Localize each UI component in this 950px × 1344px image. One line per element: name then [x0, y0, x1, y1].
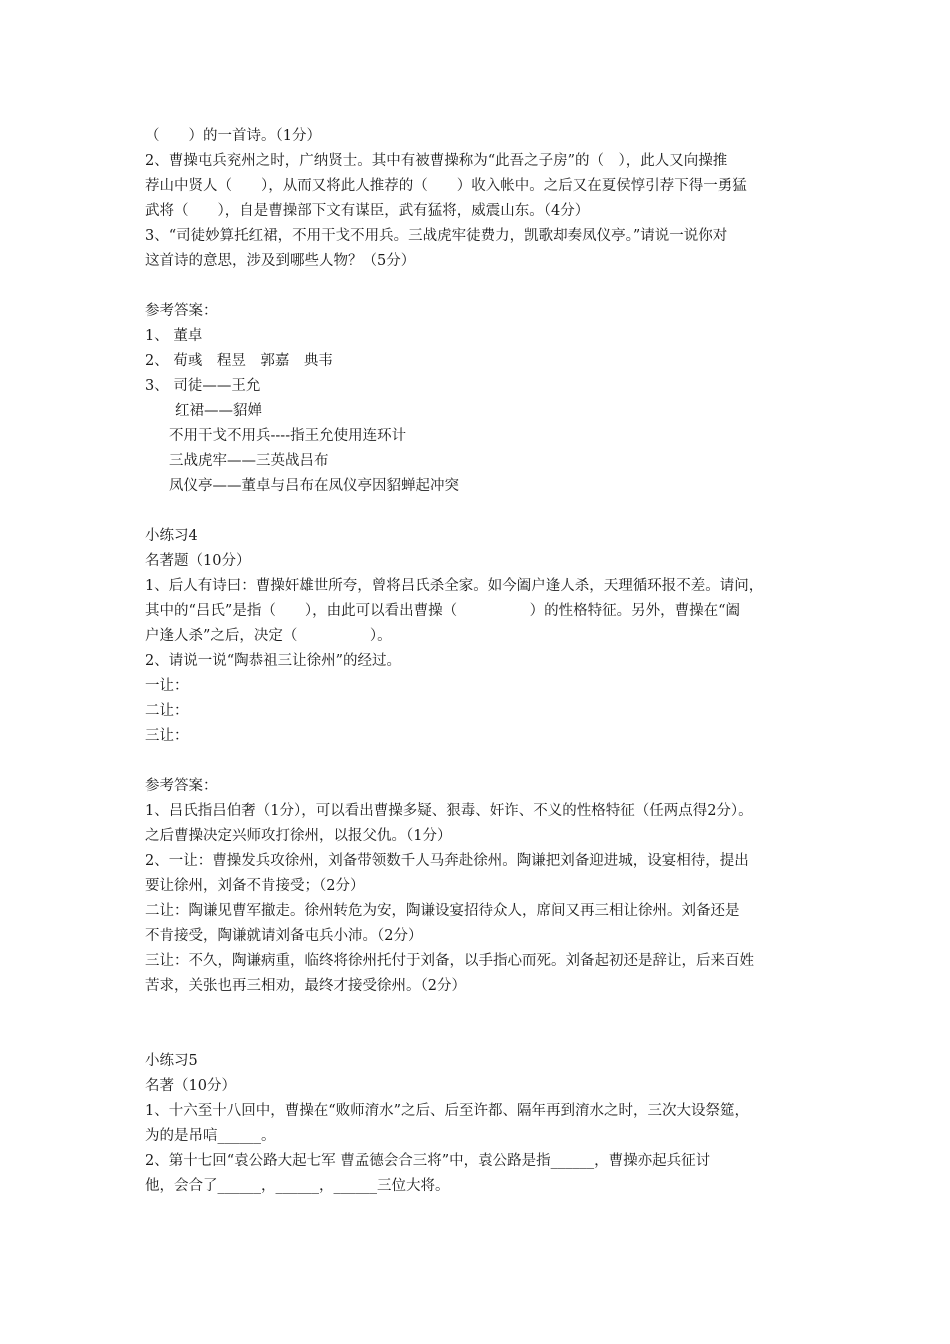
text-line: 为的是吊唁______。	[145, 1128, 276, 1144]
text-line: 1、十六至十八回中，曹操在“败师淯水”之后、后至许都、隔年再到淯水之时，三次大设祭筵，	[145, 1103, 750, 1119]
text-line: 之后曹操决定兴师攻打徐州，以报父仇。（1分）	[145, 828, 452, 844]
exercise-title: 小练习4	[145, 528, 198, 544]
answer-heading: 参考答案：	[145, 778, 218, 794]
answer-block-2	[145, 774, 817, 999]
text-line: 2、曹操屯兵兖州之时，广纳贤士。其中有被曹操称为“此吾之子房”的（ ），此人又向操推	[145, 153, 728, 169]
text-line: 2、一让：曹操发兵攻徐州，刘备带领数千人马奔赴徐州。陶谦把刘备迎进城，设宴相待，提出	[145, 853, 749, 869]
text-line: 二让：	[145, 703, 189, 719]
text-line: 3、 司徒——王允	[145, 378, 261, 394]
text-line: 户逢人杀”之后，决定（ ）。	[145, 628, 392, 644]
spacer	[145, 999, 817, 1049]
exercise-4-block	[145, 524, 817, 749]
text-line: 他，会合了______，______，______三位大将。	[145, 1178, 450, 1194]
text-line: 不用干戈不用兵----指王允使用连环计	[169, 428, 407, 444]
text-line: 名著题（10分）	[145, 553, 251, 569]
text-line: 要让徐州，刘备不肯接受；（2分）	[145, 878, 365, 894]
text-line: 1、 董卓	[145, 328, 203, 344]
exercise-title: 小练习5	[145, 1053, 198, 1069]
spacer	[145, 274, 817, 299]
spacer	[145, 499, 817, 524]
text-line: 不肯接受，陶谦就请刘备屯兵小沛。（2分）	[145, 928, 423, 944]
text-line: 武将（ ），自是曹操部下文有谋臣，武有猛将，威震山东。（4分）	[145, 203, 590, 219]
text-line: 三让：	[145, 728, 189, 744]
text-line: 2、 荀彧 程昱 郭嘉 典韦	[145, 353, 333, 369]
text-line: （ ）的一首诗。（1分）	[145, 128, 321, 144]
text-line: 2、请说一说“陶恭祖三让徐州”的经过。	[145, 653, 402, 669]
text-line: 二让：陶谦见曹军撤走。徐州转危为安，陶谦设宴招待众人，席间又再三相让徐州。刘备还是	[145, 903, 740, 919]
text-line: 三战虎牢——三英战吕布	[169, 453, 329, 469]
text-line: 其中的“吕氏”是指（ ），由此可以看出曹操（ ）的性格特征。另外，曹操在“阖	[145, 603, 740, 619]
text-line: 红裙——貂婵	[175, 403, 262, 419]
answer-block-1	[145, 299, 817, 499]
text-line: 一让：	[145, 678, 189, 694]
document-content	[145, 124, 817, 1199]
text-line: 三让：不久，陶谦病重，临终将徐州托付于刘备，以手指心而死。刘备起初还是辞让，后来百姓	[145, 953, 754, 969]
text-line: 荐山中贤人（ ），从而又将此人推荐的（ ）收入帐中。之后又在夏侯惇引荐下得一勇猛	[145, 178, 747, 194]
text-line: 这首诗的意思，涉及到哪些人物？（5分）	[145, 253, 416, 269]
text-line: 3、“司徒妙算托红裙，不用干戈不用兵。三战虎牢徒费力，凯歌却奏凤仪亭。”请说一说你对	[145, 228, 728, 244]
exercise-5-block	[145, 1049, 817, 1199]
text-line: 2、第十七回“袁公路大起七军 曹孟德会合三将”中，袁公路是指______，曹操亦起兵征讨	[145, 1153, 711, 1169]
text-line: 苦求，关张也再三相劝，最终才接受徐州。（2分）	[145, 978, 466, 994]
text-line: 名著（10分）	[145, 1078, 236, 1094]
text-line: 1、吕氏指吕伯奢（1分），可以看出曹操多疑、狠毒、奸诈、不义的性格特征（任两点得2分）。	[145, 803, 753, 819]
answer-heading: 参考答案：	[145, 303, 218, 319]
spacer	[145, 749, 817, 774]
question-block-1	[145, 124, 817, 274]
text-line: 凤仪亭——董卓与吕布在凤仪亭因貂蝉起冲突	[169, 478, 459, 494]
text-line: 1、后人有诗曰：曹操奸雄世所夸，曾将吕氏杀全家。如今阖户逢人杀，天理循环报不差。请问，	[145, 578, 764, 594]
